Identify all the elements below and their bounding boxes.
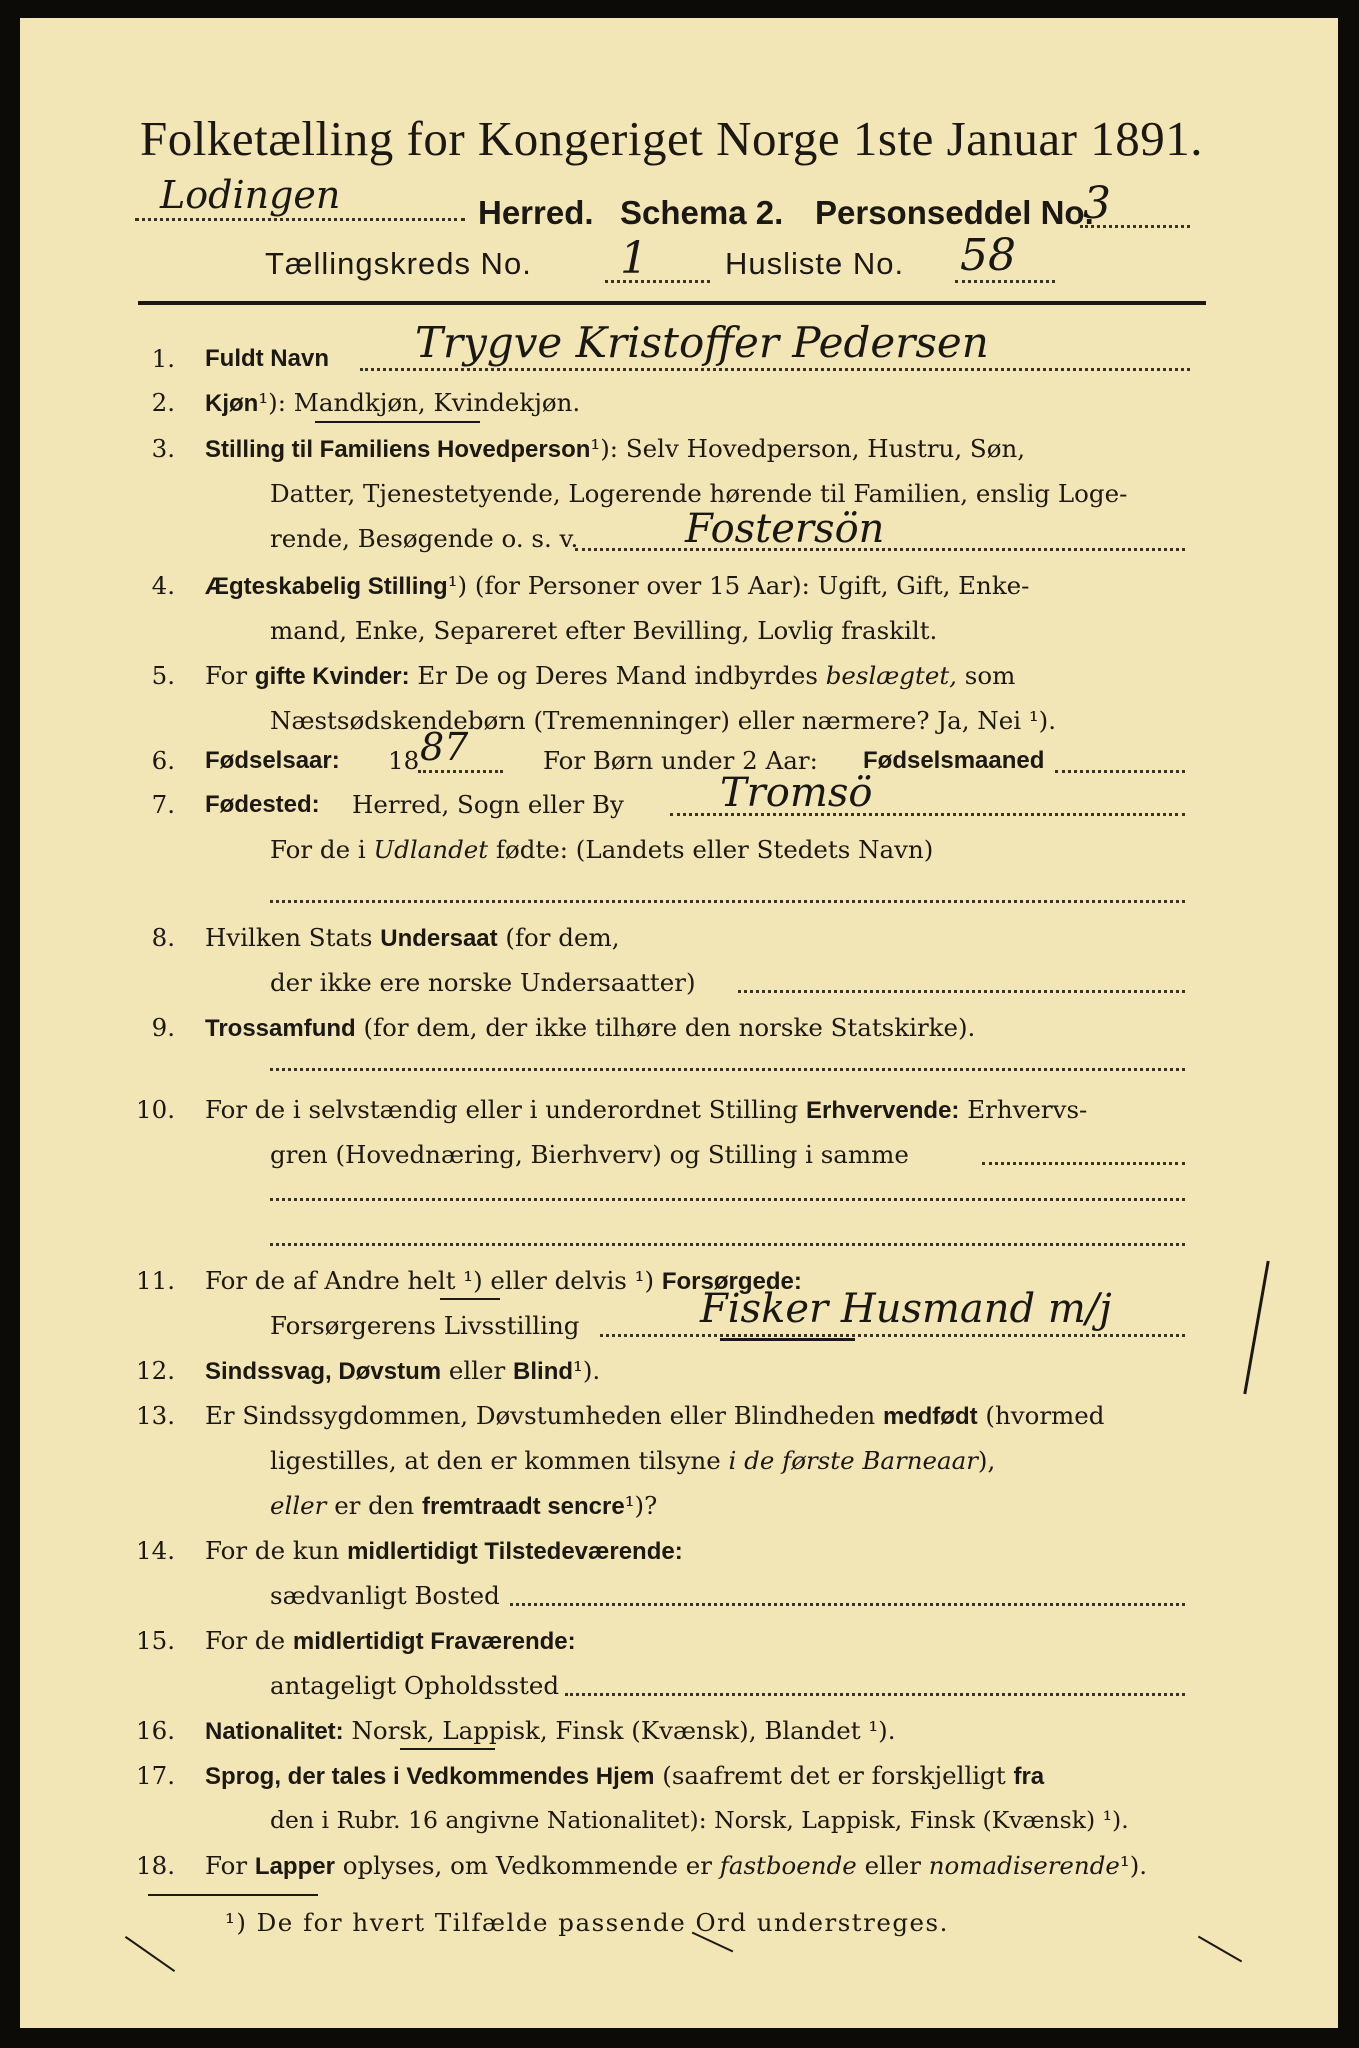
item-5-line1 <box>205 661 1015 691</box>
item-3-line3: rende, Besøgende o. s. v. <box>270 524 579 553</box>
item-label: Sindssvag, Døvstum <box>205 1358 442 1385</box>
family-position-value: Fostersön <box>685 506 885 552</box>
husliste-dotline <box>955 280 1055 283</box>
item-text: ¹). <box>573 1356 601 1385</box>
item-label: Stilling til Familiens Hovedperson <box>205 436 591 463</box>
item-text: fødte: (Landets eller Stedets Navn) <box>495 835 934 864</box>
footnote: ¹) De for hvert Tilfælde passende Ord understreges. <box>225 1908 949 1937</box>
census-form <box>20 18 1338 2028</box>
item-label: fra <box>1013 1763 1045 1790</box>
item-11-line2: Forsørgerens Livsstilling <box>270 1311 580 1340</box>
schema-label: Schema 2. <box>620 194 784 231</box>
item-15-line1 <box>205 1626 576 1656</box>
item-text: Hvilken Stats <box>205 923 373 952</box>
undersaat-dotline <box>738 990 1185 993</box>
personseddel-value: 3 <box>1083 178 1111 229</box>
item-number: 6. <box>151 746 175 775</box>
item-number: 15. <box>136 1626 175 1655</box>
abroad-dotline <box>270 900 1185 903</box>
birthplace-dotline <box>670 813 1185 816</box>
item-text: Norsk, Lappisk, Finsk (Kvænsk), Blandet ¹). <box>351 1716 896 1745</box>
form-title: Folketælling for Kongeriget Norge 1ste Januar 1891. <box>140 111 1203 166</box>
item-label: Lapper <box>254 1853 335 1880</box>
item-number: 16. <box>136 1716 175 1745</box>
item-number: 18. <box>136 1851 175 1880</box>
item-text: eller <box>448 1356 506 1385</box>
occupation-dotline-1 <box>982 1162 1185 1165</box>
underline-norsk <box>400 1748 495 1750</box>
item-7-line2 <box>270 835 933 864</box>
birth-year-value: 87 <box>420 725 469 769</box>
item-3-line1 <box>205 434 1025 464</box>
pen-stroke <box>1243 1261 1269 1394</box>
superscript: ¹ <box>258 388 269 417</box>
item-text: For <box>205 661 248 690</box>
item-number: 9. <box>151 1013 175 1042</box>
birth-year-prefix: 18 <box>388 746 420 775</box>
item-text: Er De og Deres Mand indbyrdes <box>417 661 818 690</box>
whereabouts-dotline <box>565 1693 1185 1696</box>
item-number: 10. <box>136 1095 175 1124</box>
item-17-line2: den i Rubr. 16 angivne Nationalitet): Norsk, Lappisk, Finsk (Kvænsk) ¹). <box>270 1806 1129 1834</box>
kreds-value: 1 <box>620 233 648 284</box>
item-label: Sprog, der tales i Vedkommendes Hjem <box>205 1763 655 1790</box>
item-17-line1 <box>205 1761 1044 1791</box>
item-text: er den <box>334 1491 415 1520</box>
item-5-line2: Næstsødskendebørn (Tremenninger) eller nærmere? Ja, Nei ¹). <box>270 706 1057 735</box>
underline-fisker <box>720 1338 855 1341</box>
item-label: midlertidigt Fraværende: <box>292 1628 576 1655</box>
item-13-line3 <box>270 1491 657 1521</box>
item-text: ¹). <box>1119 1851 1148 1880</box>
item-4-line2: mand, Enke, Separeret efter Bevilling, Lovlig fraskilt. <box>270 616 938 645</box>
item-13-line2 <box>270 1446 995 1475</box>
item-text: For de i <box>270 835 366 864</box>
item-14-line2: sædvanligt Bosted <box>270 1581 500 1610</box>
kreds-label: Tællingskreds No. <box>265 246 532 281</box>
item-text: som <box>964 661 1016 690</box>
item-number: 5. <box>151 661 175 690</box>
item-label: Blind <box>513 1358 574 1385</box>
personseddel-dotline <box>1080 225 1190 228</box>
herred-label: Herred. <box>478 194 594 231</box>
item-label: Undersaat <box>380 925 498 952</box>
item-9-line1 <box>205 1013 975 1043</box>
provider-occupation-value: Fisker Husmand m/j <box>700 1286 1112 1332</box>
item-text: ¹)? <box>624 1491 658 1520</box>
item-text: Erhvervs- <box>967 1095 1088 1124</box>
item-10-line1 <box>205 1095 1087 1125</box>
item-number: 12. <box>136 1356 175 1385</box>
item-text: ¹) (for Personer over 15 Aar): Ugift, Gift, Enke- <box>447 571 1030 600</box>
item-text: Er Sindssygdommen, Døvstumheden eller Blindheden <box>205 1401 876 1430</box>
item-label: Erhvervende: <box>806 1097 960 1124</box>
item-14-line1 <box>205 1536 683 1566</box>
husliste-value: 58 <box>960 230 1016 281</box>
item-text: (for dem, der ikke tilhøre den norske Statskirke). <box>363 1013 976 1042</box>
item-label: Fuldt Navn <box>205 345 329 372</box>
item-label: Fødselsaar: <box>205 747 340 774</box>
item-label: Forsørgede: <box>661 1268 802 1295</box>
item-text: ligestilles, at den er kommen tilsyne <box>270 1446 721 1475</box>
item-text: oplyses, om Vedkommende er <box>342 1851 712 1880</box>
footnote-rule <box>148 1894 318 1896</box>
item-4-line1 <box>205 571 1029 601</box>
item-number: 13. <box>136 1401 175 1430</box>
header-rule <box>138 301 1206 305</box>
item-text: For <box>205 1851 248 1880</box>
position-dotline <box>575 548 1185 551</box>
item-text: For de af Andre helt ¹) eller delvis ¹) <box>205 1266 655 1295</box>
item-label: Fødselsmaaned <box>863 747 1045 774</box>
full-name-value: Trygve Kristoffer Pedersen <box>415 318 989 367</box>
item-label: Kjøn <box>205 390 259 417</box>
herred-value: Lodingen <box>160 173 341 217</box>
item-18-line1 <box>205 1851 1147 1881</box>
birth-month-dotline <box>1055 770 1185 773</box>
kreds-dotline <box>605 280 710 283</box>
underline-helt <box>440 1298 500 1300</box>
item-text: (for dem, <box>505 923 620 952</box>
item-text: ¹): Selv Hovedperson, Hustru, Søn, <box>590 434 1026 463</box>
item-number: 11. <box>136 1266 175 1295</box>
item-number: 2. <box>151 388 175 417</box>
item-label: Nationalitet: <box>205 1718 344 1745</box>
item-text: Herred, Sogn eller By <box>352 790 624 819</box>
item-number: 14. <box>136 1536 175 1565</box>
item-12-line1 <box>205 1356 600 1386</box>
item-label: Trossamfund <box>205 1015 356 1042</box>
item-number: 3. <box>151 434 175 463</box>
item-label: fremtraadt sencre <box>421 1493 625 1520</box>
item-number: 1. <box>151 344 175 373</box>
item-number: 4. <box>151 571 175 600</box>
scan-mark <box>125 1936 175 1972</box>
item-italic: Udlandet <box>373 835 489 864</box>
birthplace-value: Tromsö <box>720 770 873 816</box>
item-2-text <box>205 388 580 418</box>
item-2-options: ): Mandkjøn, Kvindekjøn. <box>268 388 581 417</box>
item-8-line2: der ikke ere norske Undersaatter) <box>270 968 696 997</box>
item-label: midlertidigt Tilstedeværende: <box>347 1538 683 1565</box>
item-8-line1 <box>205 923 620 953</box>
birth-year-dotline <box>418 770 503 773</box>
item-text: (hvormed <box>985 1401 1105 1430</box>
item-text: ), <box>977 1446 996 1475</box>
item-italic: i de første Barneaar <box>728 1446 978 1475</box>
item-label: Fødested: <box>205 791 320 818</box>
residence-dotline <box>510 1603 1185 1606</box>
occupation-dotline-3 <box>270 1243 1185 1246</box>
item-number: 8. <box>151 923 175 952</box>
item-13-line1 <box>205 1401 1104 1431</box>
item-number: 17. <box>136 1761 175 1790</box>
personseddel-label: Personseddel No. <box>815 194 1094 231</box>
item-text: For de <box>205 1626 286 1655</box>
item-16-line1 <box>205 1716 896 1746</box>
item-label: medfødt <box>882 1403 978 1430</box>
name-dotline <box>360 368 1190 371</box>
item-italic: nomadiserende <box>928 1851 1120 1880</box>
herred-dotline <box>135 218 465 221</box>
religion-dotline <box>270 1068 1185 1071</box>
item-15-line2: antageligt Opholdssted <box>270 1671 559 1700</box>
item-italic: fastboende <box>719 1851 857 1880</box>
item-text: eller <box>864 1851 921 1880</box>
item-3-line2: Datter, Tjenestetyende, Logerende hørende til Familien, enslig Loge- <box>270 479 1128 508</box>
item-number: 7. <box>151 790 175 819</box>
item-text: For Børn under 2 Aar: <box>543 746 818 775</box>
item-10-line2: gren (Hovednæring, Bierhverv) og Stilling i samme <box>270 1140 909 1169</box>
item-italic: eller <box>270 1491 327 1520</box>
item-label: Ægteskabelig Stilling <box>205 573 448 600</box>
item-label: gifte Kvinder: <box>254 663 410 690</box>
underline-mandkjon <box>315 421 480 423</box>
provider-dotline <box>600 1334 1185 1337</box>
scan-mark <box>1198 1936 1242 1963</box>
occupation-dotline-2 <box>270 1198 1185 1201</box>
item-text: For de kun <box>205 1536 340 1565</box>
husliste-label: Husliste No. <box>725 246 905 281</box>
item-text: (saafremt det er forskjelligt <box>662 1761 1006 1790</box>
item-italic: beslægtet, <box>825 661 957 690</box>
item-text: For de i selvstændig eller i underordnet Stilling <box>205 1095 799 1124</box>
